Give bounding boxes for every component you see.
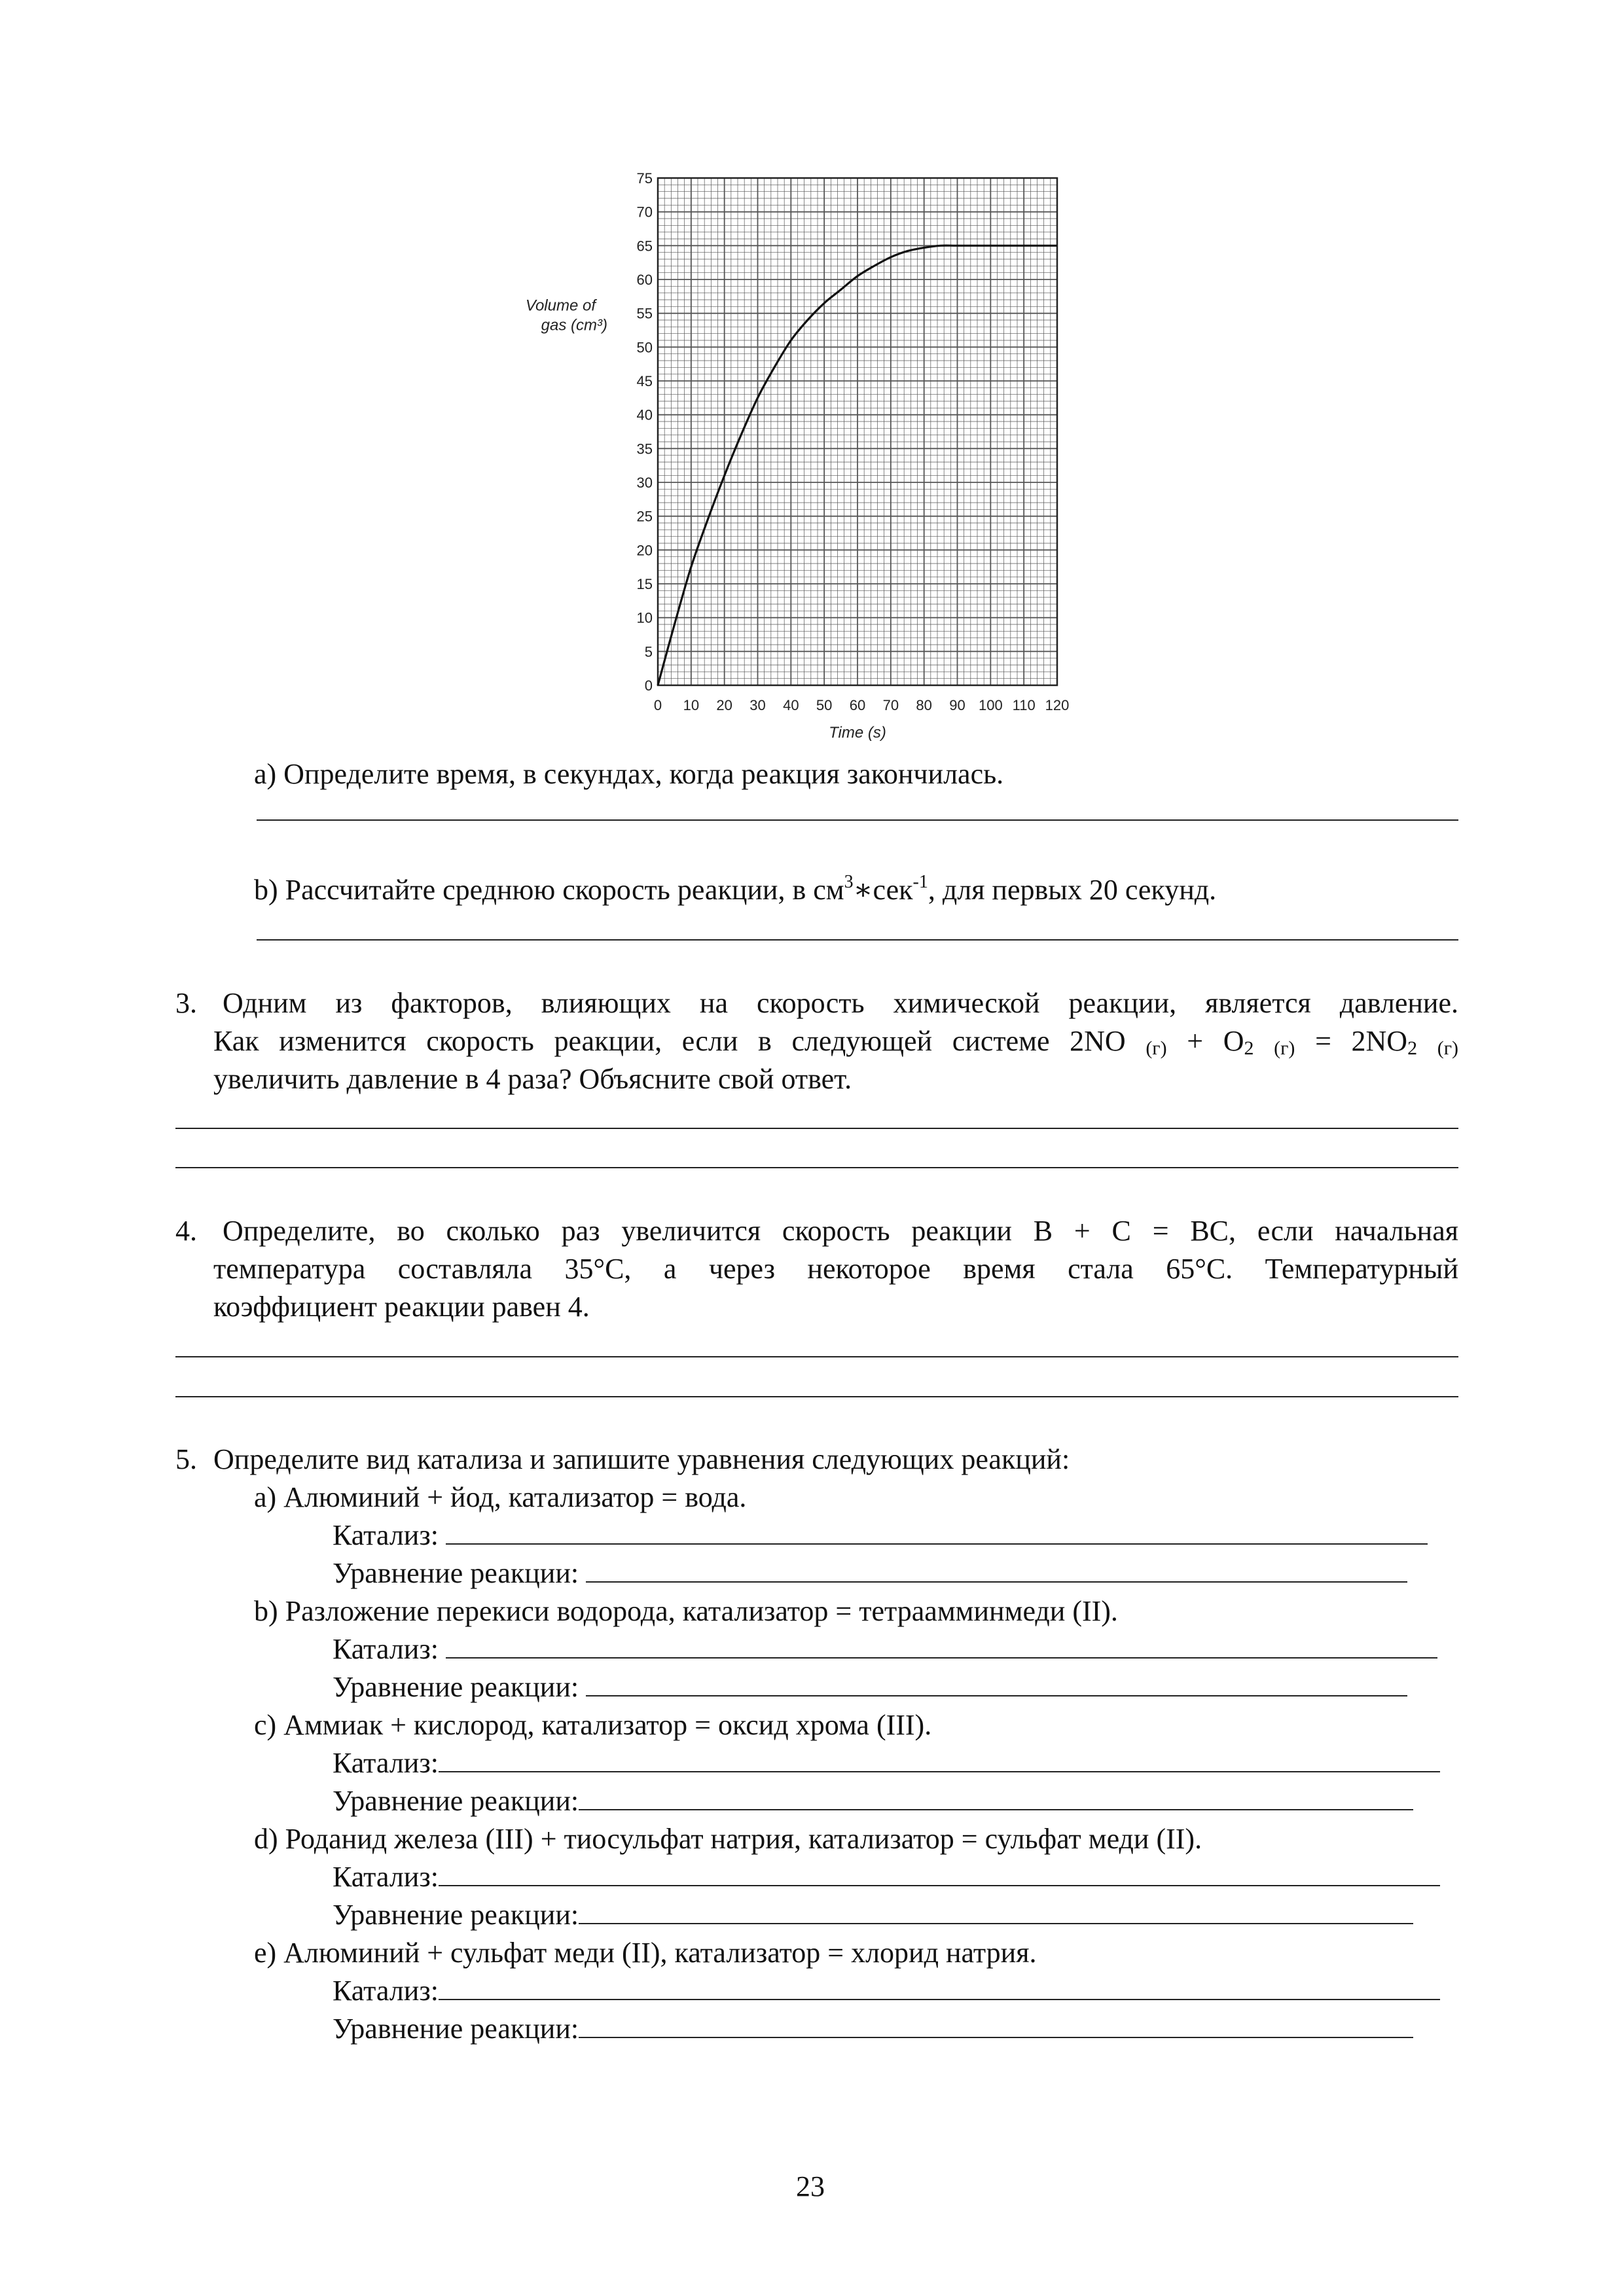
chart-svg [511,164,1100,753]
x-tick-label: 30 [749,697,766,713]
x-tick-label: 50 [816,697,833,713]
q2a-text: a) Определите время, в секундах, когда реакция закончилась. [254,758,1004,790]
q4-line3: коэффициент реакции равен 4. [213,1291,590,1323]
q3-line2 [213,1023,1458,1067]
x-tick-label: 110 [1012,697,1036,713]
q4-number: 4. [175,1215,197,1247]
q5b-catalysis-blank[interactable] [446,1651,1437,1659]
q5-number: 5. [175,1443,197,1475]
q5d-catalysis-row [333,1859,1458,1895]
y-tick-label: 0 [644,677,653,694]
q4-answer-line-2[interactable] [175,1396,1458,1397]
y-tick-label: 35 [636,440,653,457]
y-tick-label: 30 [636,475,653,491]
q5c-equation-label: Уравнение реакции: [333,1785,579,1817]
y-tick-label: 20 [636,542,653,559]
x-tick-label: 100 [978,697,1003,713]
q5c-catalysis-row [333,1745,1458,1782]
q5d-equation-row [333,1897,1458,1933]
y-axis-label-line2: gas (cm³) [541,316,607,334]
q5d-catalysis-blank[interactable] [439,1878,1440,1886]
y-axis-label-line1: Volume of [525,296,596,315]
q5c-label: c) Аммиак + кислород, катализатор = оксид хрома (III). [254,1709,932,1741]
x-axis-label: Time (s) [829,724,886,742]
x-tick-label: 0 [653,697,662,713]
q3-plus-o: + O [1187,1025,1244,1057]
q3-answer-line-1[interactable] [175,1128,1458,1129]
x-tick-label: 80 [916,697,932,713]
y-tick-label: 55 [636,305,653,322]
y-tick-label: 70 [636,204,653,221]
q3-o2-sub: 2 [1244,1037,1254,1059]
q5c-equation-row [333,1783,1458,1820]
q3-number: 3. [175,987,197,1019]
q3-no2-sub: 2 [1407,1037,1418,1059]
q2b-post: , для первых 20 секунд. [928,874,1217,906]
y-tick-label: 25 [636,508,653,525]
q5e-equation-label: Уравнение реакции: [333,2013,579,2045]
q5c-equation-blank[interactable] [579,1803,1413,1810]
q5b-equation-label: Уравнение реакции: [333,1671,579,1703]
y-tick-label: 45 [636,373,653,389]
q3-line3: увеличить давление в 4 раза? Объясните свой ответ. [213,1063,852,1095]
x-tick-label: 70 [882,697,899,713]
q5e-label: e) Алюминий + сульфат меди (II), катализатор = хлорид натрия. [254,1937,1037,1969]
q4-line1: Определите, во сколько раз увеличится скорость реакции B + C = BC, если начальная [223,1215,1458,1247]
q2b-answer-line[interactable] [257,939,1458,941]
y-tick-label: 75 [636,170,653,187]
q5b-catalysis-label: Катализ: [333,1633,439,1665]
x-tick-label: 10 [683,697,700,713]
q5c-catalysis-label: Катализ: [333,1747,439,1779]
q5a-catalysis-row [333,1517,1452,1554]
y-tick-label: 50 [636,339,653,356]
q5b-equation-blank[interactable] [586,1689,1407,1696]
q5e-equation-row [333,2011,1458,2047]
q4-answer-line-1[interactable] [175,1356,1458,1357]
q3-line1: Одним из факторов, влияющих на скорость химической реакции, является давление. [223,987,1458,1019]
q5e-equation-blank[interactable] [579,2030,1413,2038]
y-tick-label: 5 [644,643,653,660]
y-tick-label: 15 [636,576,653,592]
x-tick-label: 90 [949,697,965,713]
y-tick-label: 65 [636,238,653,255]
q5e-catalysis-label: Катализ: [333,1975,439,2007]
q2b-sup-3: 3 [844,872,854,892]
gas-volume-chart [511,164,1100,753]
q5e-catalysis-blank[interactable] [439,1992,1440,2000]
q3-state-3: (г) [1437,1037,1459,1059]
q4-line2: температура составляла 35°С, а через некоторое время стала 65°С. Температурный [213,1253,1458,1285]
q5e-catalysis-row [333,1973,1458,2009]
q2b-text [254,872,1216,908]
q2b-mid: ∗сек [853,874,913,906]
q5b-equation-row [333,1669,1452,1706]
q5a-equation-row [333,1555,1452,1592]
y-tick-label: 10 [636,609,653,626]
q5-title: Определите вид катализа и запишите уравнения следующих реакций: [213,1443,1070,1475]
q5b-catalysis-row [333,1631,1452,1668]
q5a-catalysis-blank[interactable] [446,1537,1428,1545]
q5a-label: a) Алюминий + йод, катализатор = вода. [254,1481,747,1513]
y-tick-label: 60 [636,272,653,288]
q3-line2-pre: Как изменится скорость реакции, если в следующей системе 2NO [213,1025,1126,1057]
q2b-sup-minus1: -1 [912,872,928,892]
q5a-equation-blank[interactable] [586,1575,1407,1583]
q5d-catalysis-label: Катализ: [333,1861,439,1893]
q2b-pre: b) Рассчитайте среднюю скорость реакции, в см [254,874,844,906]
q5a-catalysis-label: Катализ: [333,1519,439,1551]
y-tick-label: 40 [636,406,653,423]
x-tick-label: 60 [849,697,866,713]
q5d-equation-blank[interactable] [579,1916,1413,1924]
q3-answer-line-2[interactable] [175,1167,1458,1168]
q3-state-2: (г) [1274,1037,1295,1059]
q5c-catalysis-blank[interactable] [439,1765,1440,1772]
x-tick-label: 120 [1045,697,1070,713]
page-number: 23 [796,2170,825,2202]
q5d-label: d) Роданид железа (III) + тиосульфат натрия, катализатор = сульфат меди (II). [254,1823,1202,1855]
q3-state-1: (г) [1146,1037,1167,1059]
q2a-answer-line[interactable] [257,819,1458,821]
q5d-equation-label: Уравнение реакции: [333,1899,579,1931]
q5b-label: b) Разложение перекиси водорода, катализатор = тетраамминмеди (II). [254,1595,1118,1627]
q5a-equation-label: Уравнение реакции: [333,1557,579,1589]
x-tick-label: 40 [783,697,799,713]
q3-eq-no2: = 2NO [1315,1025,1408,1057]
x-tick-label: 20 [716,697,732,713]
